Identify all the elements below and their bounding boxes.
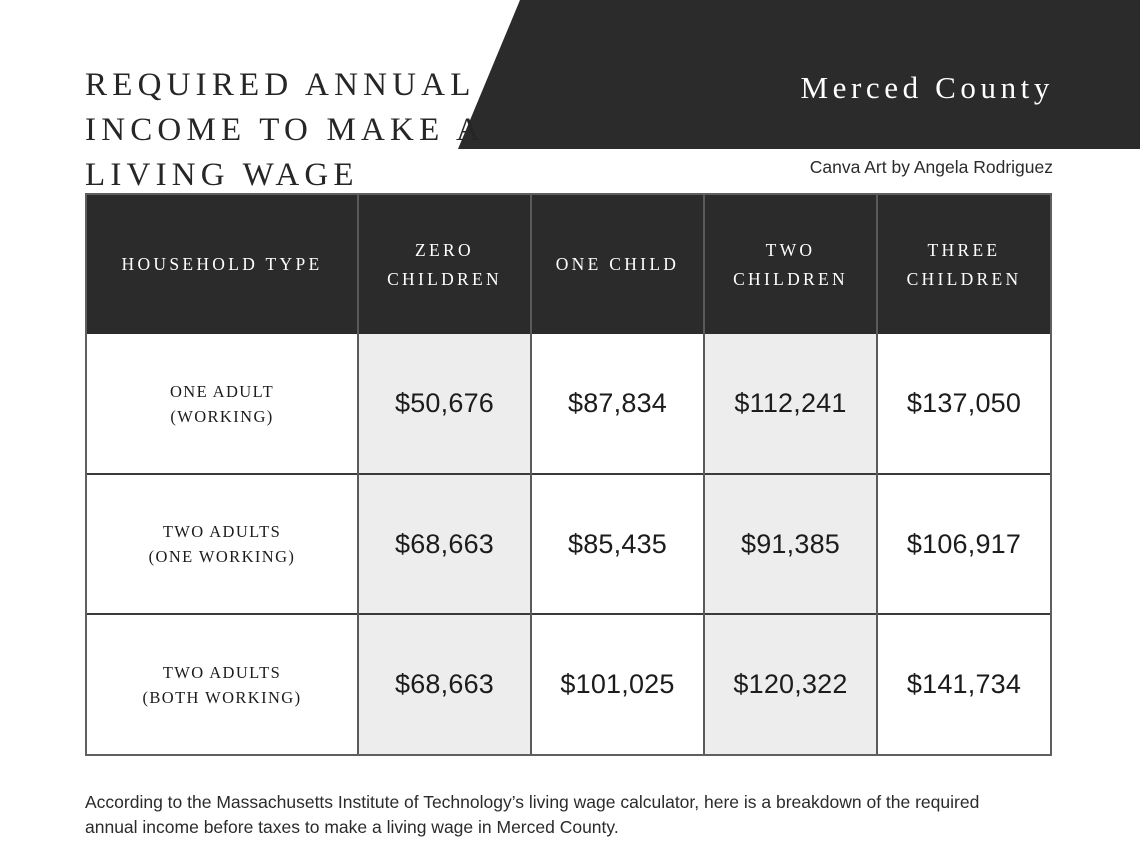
- table-row: [87, 614, 1050, 754]
- wage-table-container: [85, 193, 1052, 756]
- cell-one-adult-zero-children: $50,676: [358, 334, 531, 474]
- column-header-two-children: TWO CHILDREN: [704, 195, 877, 334]
- page-header: [0, 0, 1140, 194]
- cell-two-adults-one-working-zero-children: $68,663: [358, 474, 531, 614]
- column-header-one-child: ONE CHILD: [531, 195, 704, 334]
- row-label-line2: (ONE WORKING): [148, 547, 296, 566]
- column-header-three-children: THREE CHILDREN: [877, 195, 1050, 334]
- row-label-line1: ONE ADULT: [169, 381, 275, 401]
- table-body: [87, 334, 1050, 754]
- row-label-two-adults-both-working: [87, 614, 358, 754]
- cell-one-adult-one-child: $87,834: [531, 334, 704, 474]
- credit-byline: Canva Art by Angela Rodriguez: [809, 157, 1053, 177]
- row-label-line2: (BOTH WORKING): [142, 687, 302, 707]
- page-title: REQUIRED ANNUAL INCOME TO MAKE A LIVING WAGE: [85, 67, 484, 194]
- wage-table: [87, 195, 1050, 754]
- row-label-two-adults-one-working: [87, 474, 358, 614]
- cell-two-adults-one-working-two-children: $91,385: [704, 474, 877, 614]
- cell-one-adult-three-children: $137,050: [877, 334, 1050, 474]
- row-label-one-adult: [87, 334, 358, 474]
- county-title: Merced County: [800, 70, 1054, 105]
- cell-two-adults-one-working-one-child: $85,435: [531, 474, 704, 614]
- column-header-household-type: HOUSEHOLD TYPE: [87, 195, 358, 334]
- row-label-line1: TWO ADULTS: [162, 662, 282, 682]
- cell-two-adults-both-working-one-child: $101,025: [531, 614, 704, 754]
- cell-two-adults-both-working-three-children: $141,734: [877, 614, 1050, 754]
- cell-two-adults-both-working-zero-children: $68,663: [358, 614, 531, 754]
- column-header-zero-children: ZERO CHILDREN: [358, 195, 531, 334]
- row-label-line1: TWO ADULTS: [162, 522, 282, 541]
- footnote-text: According to the Massachusetts Institute of Technology’s living wage calculator, here is a breakdown of the required annual income before taxes to make a living wage in Merced County.: [85, 791, 980, 837]
- table-header-row: [87, 195, 1050, 334]
- table-row: [87, 474, 1050, 614]
- cell-two-adults-both-working-two-children: $120,322: [704, 614, 877, 754]
- cell-one-adult-two-children: $112,241: [704, 334, 877, 474]
- cell-two-adults-one-working-three-children: $106,917: [877, 474, 1050, 614]
- row-label-line2: (WORKING): [170, 406, 274, 426]
- table-row: [87, 334, 1050, 474]
- table-header: [87, 195, 1050, 334]
